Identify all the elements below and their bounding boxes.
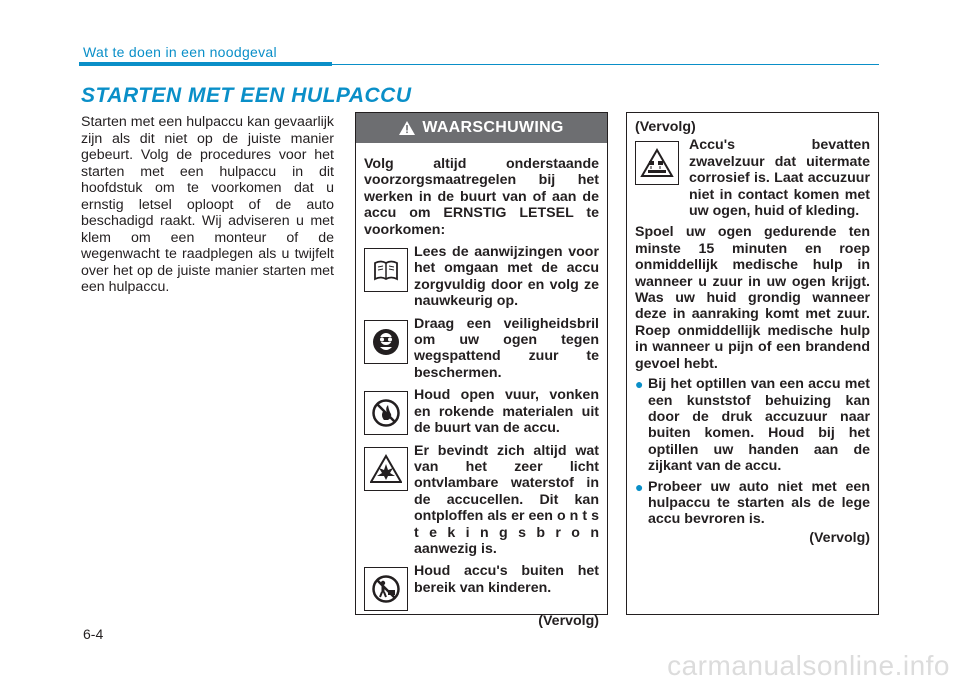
watermark: carmanualsonline.info <box>667 650 950 681</box>
warning-banner <box>356 113 607 143</box>
header-rule-line <box>332 64 879 65</box>
first-aid-paragraph: Spoel uw ogen gedurende ten minste 15 minuten en roep onmiddellijk medische hulp in wanneer u zuur in uw ogen krijgt. Was uw huid grondig wanneer deze in aanraking komt met zuur. Roep onmiddellijk medische hulp in wanneer u pijn of een brandend gevoel hebt. <box>635 224 870 372</box>
acid-item-text: Accu's bevatten zwavelzuur dat uitermate corrosief is. Laat accuzuur niet in contact komen met uw ogen, huid of kleding. <box>689 137 870 220</box>
continued-label: (Vervolg) <box>809 529 870 546</box>
acid-item <box>627 135 878 219</box>
section-header: Wat te doen in een noodgeval <box>83 44 277 60</box>
warning-item <box>356 316 607 382</box>
warning-item-text: Lees de aanwijzingen voor het omgaan met de accu zorgvuldig door en volg ze nauwkeurig op. <box>414 244 599 310</box>
warning-triangle-icon <box>399 121 415 135</box>
intro-paragraph: Starten met een hulpaccu kan gevaarlijk zijn als dit niet op de juiste manier gebeurt. Volg de procedures voor het starten met een hulpaccu in dit hoofdstuk om te voorkomen dat u ernstig letsel oploopt of de auto beschadigd raakt. Wij adviseren u met klem om een monteur of de wegenwacht te raadplegen als u twijfelt over het op de juiste manier starten met een hulpaccu. <box>81 114 334 295</box>
warning-item-text: Er bevindt zich altijd wat van het zeer licht ontvlambare waterstof in de accucellen. Dit kan ontploffen als er een o n t s t e k i n g s b r o n aanwezig is. <box>414 442 599 557</box>
keep-children-away-icon <box>364 567 408 611</box>
page-number: 6-4 <box>83 626 104 642</box>
warning-item-text: Houd open vuur, vonken en rokende materialen uit de buurt van de accu. <box>414 387 599 437</box>
bullet-icon: ● <box>635 478 644 495</box>
warning-item <box>356 244 607 310</box>
warning-banner-label: WAARSCHUWING <box>422 119 564 136</box>
corrosive-icon <box>635 141 679 185</box>
continued-label: (Vervolg) <box>538 613 599 630</box>
warning-item <box>356 563 607 611</box>
warning-box <box>355 112 608 630</box>
warning-item-text: Draag een veiligheidsbril om uw ogen tegen wegspattend zuur te beschermen. <box>414 315 599 381</box>
list-item <box>627 475 878 528</box>
header-rule-accent <box>79 62 332 66</box>
goggles-icon <box>364 320 408 364</box>
warning-item <box>356 443 607 558</box>
explosion-icon <box>364 447 408 491</box>
warning-item <box>356 387 607 436</box>
list-item-text: Bij het optillen van een accu met een kunststof behuizing kan door de druk accuzuur naar buiten komen. Houd bij het optillen uw handen aan de zijkant van de accu. <box>648 376 870 475</box>
list-item-text: Probeer uw auto niet met een hulpaccu te starten als de lege accu bevroren is. <box>648 478 870 528</box>
continued-box <box>626 112 879 615</box>
list-item <box>627 372 878 474</box>
warning-item-text: Houd accu's buiten het bereik van kinderen. <box>414 563 599 596</box>
continued-title: (Vervolg) <box>635 119 696 135</box>
warning-lead: Volg altijd onderstaande voorzorgsmaatregelen bij het werken in de buurt van of aan de accu om ERNSTIG LETSEL te voorkomen: <box>364 156 599 238</box>
page-title: STARTEN MET EEN HULPACCU <box>81 84 412 107</box>
manual-icon <box>364 248 408 292</box>
bullet-icon: ● <box>635 376 644 393</box>
no-fire-icon <box>364 391 408 435</box>
